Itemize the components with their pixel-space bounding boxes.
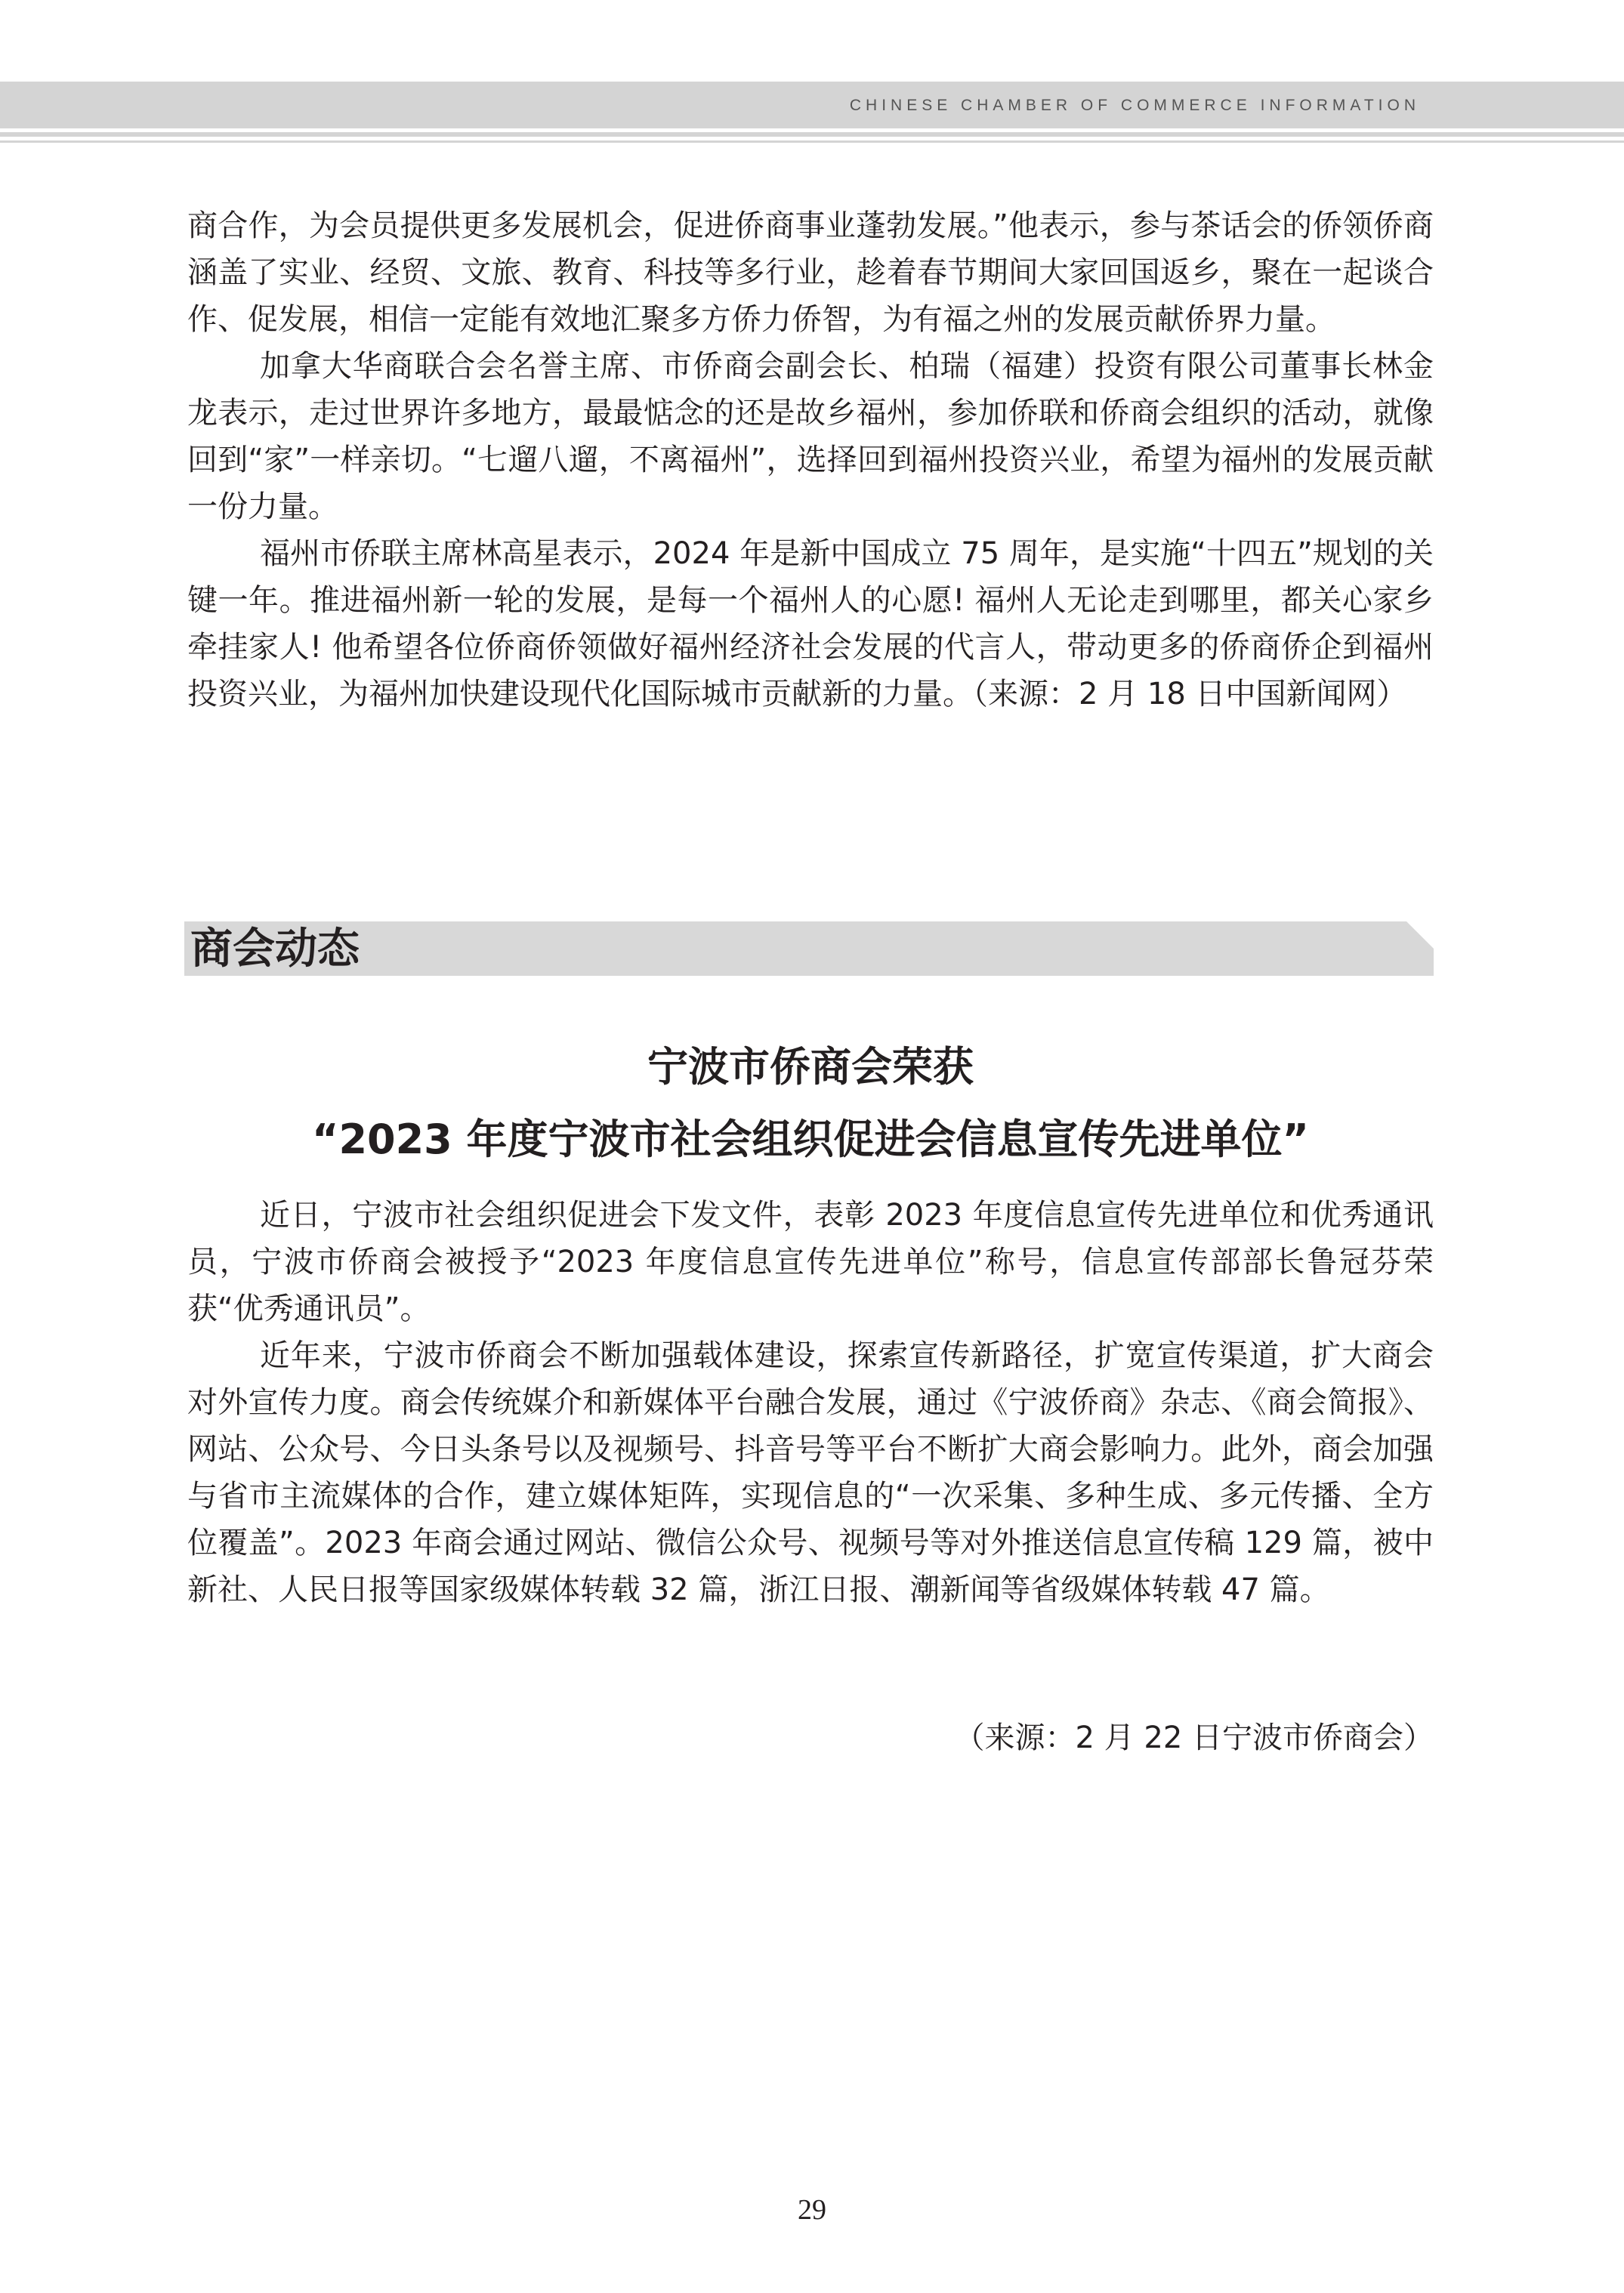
paragraph: 近日，宁波市社会组织促进会下发文件，表彰 2023 年度信息宣传先进单位和优秀通讯员，宁波市侨商会被授予“2023 年度信息宣传先进单位”称号，信息宣传部部长鲁冠芬荣获“优秀通讯员”。	[187, 1198, 1434, 1326]
header-rule-thin	[0, 140, 1624, 143]
section-banner	[184, 921, 1434, 976]
paragraph: 福州市侨联主席林高星表示，2024 年是新中国成立 75 周年，是实施“十四五”规划的关键一年。推进福州新一轮的发展，是每一个福州人的心愿! 福州人无论走到哪里，都关心家乡牵挂家人! 他希望各位侨商侨领做好福州经济社会发展的代言人，带动更多的侨商侨企到福州投资兴业，为福州加快建设现代化国际城市贡献新的力量。（来源：2 月 18 日中国新闻网）	[187, 536, 1434, 711]
paragraph: 加拿大华商联合会名誉主席、市侨商会副会长、柏瑞（福建）投资有限公司董事长林金龙表示，走过世界许多地方，最最惦念的还是故乡福州，参加侨联和侨商会组织的活动，就像回到“家”一样亲切。“七遛八遛，不离福州”，选择回到福州投资兴业，希望为福州的发展贡献一份力量。	[187, 349, 1434, 524]
running-header: CHINESE CHAMBER OF COMMERCE INFORMATION	[849, 97, 1420, 114]
page-number: 29	[798, 2194, 826, 2226]
header-rule	[0, 132, 1624, 137]
article-title-line-2: “2023 年度宁波市社会组织促进会信息宣传先进单位”	[311, 1116, 1310, 1163]
article-continued	[187, 202, 1434, 718]
paragraph: 近年来，宁波市侨商会不断加强载体建设，探索宣传新路径，扩宽宣传渠道，扩大商会对外宣传力度。商会传统媒介和新媒体平台融合发展，通过《宁波侨商》杂志、《商会简报》、网站、公众号、今日头条号以及视频号、抖音号等平台不断扩大商会影响力。此外，商会加强与省市主流媒体的合作，建立媒体矩阵，实现信息的“一次采集、多种生成、多元传播、全方位覆盖”。2023 年商会通过网站、微信公众号、视频号等对外推送信息宣传稿 129 篇，被中新社、人民日报等国家级媒体转载 32 篇，浙江日报、潮新闻等省级媒体转载 47 篇。	[187, 1338, 1434, 1607]
section-title: 商会动态	[190, 924, 360, 974]
article-source: （来源：2 月 22 日宁波市侨商会）	[954, 1721, 1434, 1755]
paragraph: 商合作，为会员提供更多发展机会，促进侨商事业蓬勃发展。”他表示，参与茶话会的侨领侨商涵盖了实业、经贸、文旅、教育、科技等多行业，趁着春节期间大家回国返乡，聚在一起谈合作、促发展，相信一定能有效地汇聚多方侨力侨智，为有福之州的发展贡献侨界力量。	[187, 208, 1434, 337]
article-body	[187, 1192, 1434, 1613]
article-title-line-1: 宁波市侨商会荣获	[647, 1043, 974, 1091]
